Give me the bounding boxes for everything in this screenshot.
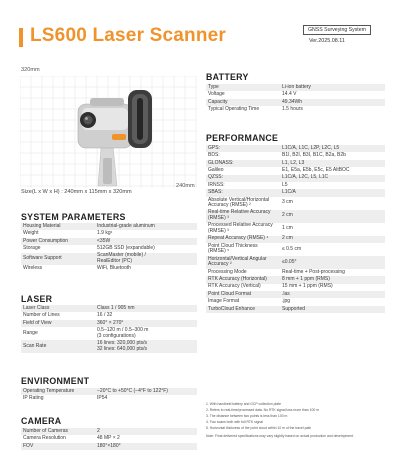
row-value	[95, 253, 197, 266]
footnote: 1. With handheld battery and GCP collection plate	[206, 402, 281, 406]
section-heading-performance: PERFORMANCE	[206, 133, 279, 143]
table-row	[206, 291, 385, 298]
row-label: BDS:	[206, 152, 280, 159]
row-label: IP Rating	[21, 395, 95, 402]
row-label-line: (RMSE) ³	[208, 228, 229, 235]
row-value: ≤ 0.5 cm	[280, 243, 385, 256]
table-row	[21, 253, 197, 266]
row-label: QZSS:	[206, 175, 280, 182]
row-value: 2 cm	[280, 210, 385, 223]
table-row	[206, 284, 385, 291]
table-row	[21, 312, 197, 319]
table-row	[21, 245, 197, 252]
table-row	[21, 340, 197, 353]
row-value: Industrial-grade aluminum	[95, 223, 197, 230]
page-title: LS600 Laser Scanner	[30, 25, 227, 46]
row-value: WiFi, Bluetooth	[95, 265, 197, 272]
row-label	[206, 256, 280, 269]
row-value: 360° × 270°	[95, 320, 197, 327]
row-label-line: Absolute Vertical/Horizontal	[208, 196, 270, 203]
footnote: 3. The distance between two points is less than 100 m	[206, 413, 288, 418]
row-label: Processing Mode	[206, 269, 280, 276]
table-row	[206, 160, 385, 167]
table-row	[21, 305, 197, 312]
row-value: E1, E5a, E5b, E5c, E5 AltBOC	[280, 167, 385, 174]
row-label: Number of Lines	[21, 312, 95, 319]
row-label: RTK Accuracy (Horizontal)	[206, 276, 280, 283]
row-label: Field of View	[21, 320, 95, 327]
row-value: .jpg	[280, 298, 385, 305]
row-label: Point Cloud Format	[206, 291, 280, 298]
table-row	[206, 256, 385, 269]
row-label: Weight	[21, 230, 95, 237]
camera-table	[21, 428, 197, 450]
row-label: Camera Resolution	[21, 435, 95, 442]
row-value: L5	[280, 182, 385, 189]
dimension-height-label: 320mm	[21, 67, 40, 73]
row-value-line: (3 configurations)	[97, 332, 136, 339]
product-figure	[20, 76, 197, 188]
row-label: TurboCloud Enhance	[206, 306, 280, 313]
laser-table	[21, 305, 197, 353]
row-label-line: Accuracy (RMSE) ²	[208, 202, 251, 209]
row-label-line: Horizontal/Vertical Angular	[208, 255, 267, 262]
row-value: 14.4 V	[280, 91, 385, 98]
row-value: .las	[280, 291, 385, 298]
disclaimer-note: Note: Final delivered specifications may vary slightly based on actual production and development.	[206, 434, 354, 438]
dimension-width-label: 240mm	[176, 183, 195, 189]
row-value: B1I, B2I, B3I, B1C, B2a, B2b	[280, 152, 385, 159]
table-row	[206, 145, 385, 152]
row-label: SBAS:	[206, 189, 280, 196]
row-value-line: 32 lines: 640,000 pts/s	[97, 345, 148, 352]
table-row	[21, 265, 197, 272]
row-value: 180°×180°	[95, 443, 197, 450]
row-value: Class 1 / 905 nm	[95, 305, 197, 312]
row-label: Scan Rate	[21, 340, 95, 353]
performance-table	[206, 145, 385, 313]
environment-table	[21, 388, 197, 403]
table-row	[21, 223, 197, 230]
row-value: Real-time + Post-processing	[280, 269, 385, 276]
row-value-line: RealEditor (PC)	[97, 257, 133, 264]
row-label-line: Real-time Relative Accuracy	[208, 209, 271, 216]
row-value: 49.34Wh	[280, 99, 385, 106]
row-label: IRNSS:	[206, 182, 280, 189]
row-value: L1C/A, L2C, L5, L1C	[280, 175, 385, 182]
row-value-line: 0.5–120 m / 0.5–300 m	[97, 327, 149, 334]
row-label-line: (RMSE) ³	[208, 215, 229, 222]
section-heading-system: SYSTEM PARAMETERS	[21, 212, 126, 222]
row-label: Operating Temperature	[21, 388, 95, 395]
row-label: Range	[21, 327, 95, 340]
table-row	[21, 230, 197, 237]
battery-table	[206, 84, 385, 114]
row-label-line: (RMSE) ⁵	[208, 248, 230, 255]
version-label: Ver.2025.08.11	[309, 38, 345, 44]
footnotes	[206, 402, 391, 432]
row-label-line: Processed Relative Accuracy	[208, 222, 273, 229]
section-heading-environment: ENVIRONMENT	[21, 376, 90, 386]
row-label: FOV	[21, 443, 95, 450]
table-row	[206, 189, 385, 196]
table-row	[21, 388, 197, 395]
row-label: Wireless	[21, 265, 95, 272]
table-row	[206, 269, 385, 276]
footnote: 5. Horizontal thickness of the point cloud within 10 m of the travel path	[206, 425, 312, 430]
row-value: ≤0.05°	[280, 256, 385, 269]
row-label: RTK Accuracy (Vertical)	[206, 284, 280, 291]
row-label: Number of Cameras	[21, 428, 95, 435]
title-accent-bar	[19, 28, 23, 47]
row-value: 16 / 32	[95, 312, 197, 319]
row-value: 1.9 kg¹	[95, 230, 197, 237]
row-value: 8 mm + 1 ppm (RMS)	[280, 276, 385, 283]
section-heading-laser: LASER	[21, 294, 53, 304]
table-row	[206, 152, 385, 159]
table-row	[206, 182, 385, 189]
row-label-line: Point Cloud Thickness	[208, 242, 258, 249]
row-value: 2	[95, 428, 197, 435]
table-row	[21, 395, 197, 402]
row-label: Housing Material	[21, 223, 95, 230]
system-parameters-table	[21, 223, 197, 273]
row-label: Typical Operating Time	[206, 106, 280, 113]
table-row	[206, 197, 385, 210]
row-value: −20°C to +50°C (−4°F to 122°F)	[95, 388, 197, 395]
row-label	[206, 243, 280, 256]
row-label: Storage	[21, 245, 95, 252]
row-label: Power Consumption	[21, 238, 95, 245]
table-row	[21, 320, 197, 327]
row-value: L1, L2, L3	[280, 160, 385, 167]
row-value: 15 mm + 1 ppm (RMS)	[280, 284, 385, 291]
row-label: Galileo	[206, 167, 280, 174]
table-row	[206, 243, 385, 256]
row-label	[206, 210, 280, 223]
table-row	[206, 306, 385, 313]
table-row	[21, 327, 197, 340]
table-row	[206, 175, 385, 182]
row-label-line: Accuracy ²	[208, 261, 232, 268]
table-row	[206, 91, 385, 98]
row-label: Type	[206, 84, 280, 91]
row-label	[206, 197, 280, 210]
row-label: Software Support	[21, 253, 95, 266]
table-row	[206, 236, 385, 243]
row-label: Capacity	[206, 99, 280, 106]
row-value	[95, 340, 197, 353]
table-row	[21, 435, 197, 442]
row-value: 2 cm	[280, 236, 385, 243]
table-row	[21, 443, 197, 450]
table-row	[206, 298, 385, 305]
row-value	[95, 327, 197, 340]
size-caption: Size(L x W x H) : 240mm x 115mm x 320mm	[21, 189, 132, 195]
row-value: <35W	[95, 238, 197, 245]
row-value: 48 MP × 2	[95, 435, 197, 442]
row-value: Li-ion battery	[280, 84, 385, 91]
table-row	[206, 84, 385, 91]
row-label	[206, 223, 280, 236]
footnote: 2. Refers to real-time/processed data. No RTK signal loss more than 100 m	[206, 407, 320, 412]
category-badge: GNSS Surveying System	[303, 25, 371, 35]
table-row	[206, 210, 385, 223]
row-label: GLONASS:	[206, 160, 280, 167]
table-row	[206, 223, 385, 236]
footnote: 4. Two scans both with full RTK signal	[206, 419, 263, 424]
table-row	[206, 167, 385, 174]
row-value: L1C/A	[280, 189, 385, 196]
row-label: Voltage	[206, 91, 280, 98]
row-value: 1 cm	[280, 223, 385, 236]
table-row	[206, 276, 385, 283]
table-row	[21, 428, 197, 435]
table-row	[206, 99, 385, 106]
table-row	[206, 106, 385, 113]
row-value: Supported	[280, 306, 385, 313]
row-value-line: 16 lines: 320,000 pts/s	[97, 339, 148, 346]
section-heading-battery: BATTERY	[206, 72, 249, 82]
table-row	[21, 238, 197, 245]
row-value: 512GB SSD (expandable)	[95, 245, 197, 252]
row-label: GPS:	[206, 145, 280, 152]
row-value: L1C/A, L1C, L2P, L2C, L5	[280, 145, 385, 152]
product-drawing	[20, 76, 197, 188]
row-value-line: ScanMaster (mobile) /	[97, 252, 146, 259]
row-label: Repeat Accuracy (RMSE) ⁴	[206, 236, 280, 243]
row-value: IP54	[95, 395, 197, 402]
section-heading-camera: CAMERA	[21, 416, 62, 426]
row-value: 3 cm	[280, 197, 385, 210]
row-value: 1.5 hours	[280, 106, 385, 113]
row-label: Image Format	[206, 298, 280, 305]
row-label: Laser Class	[21, 305, 95, 312]
